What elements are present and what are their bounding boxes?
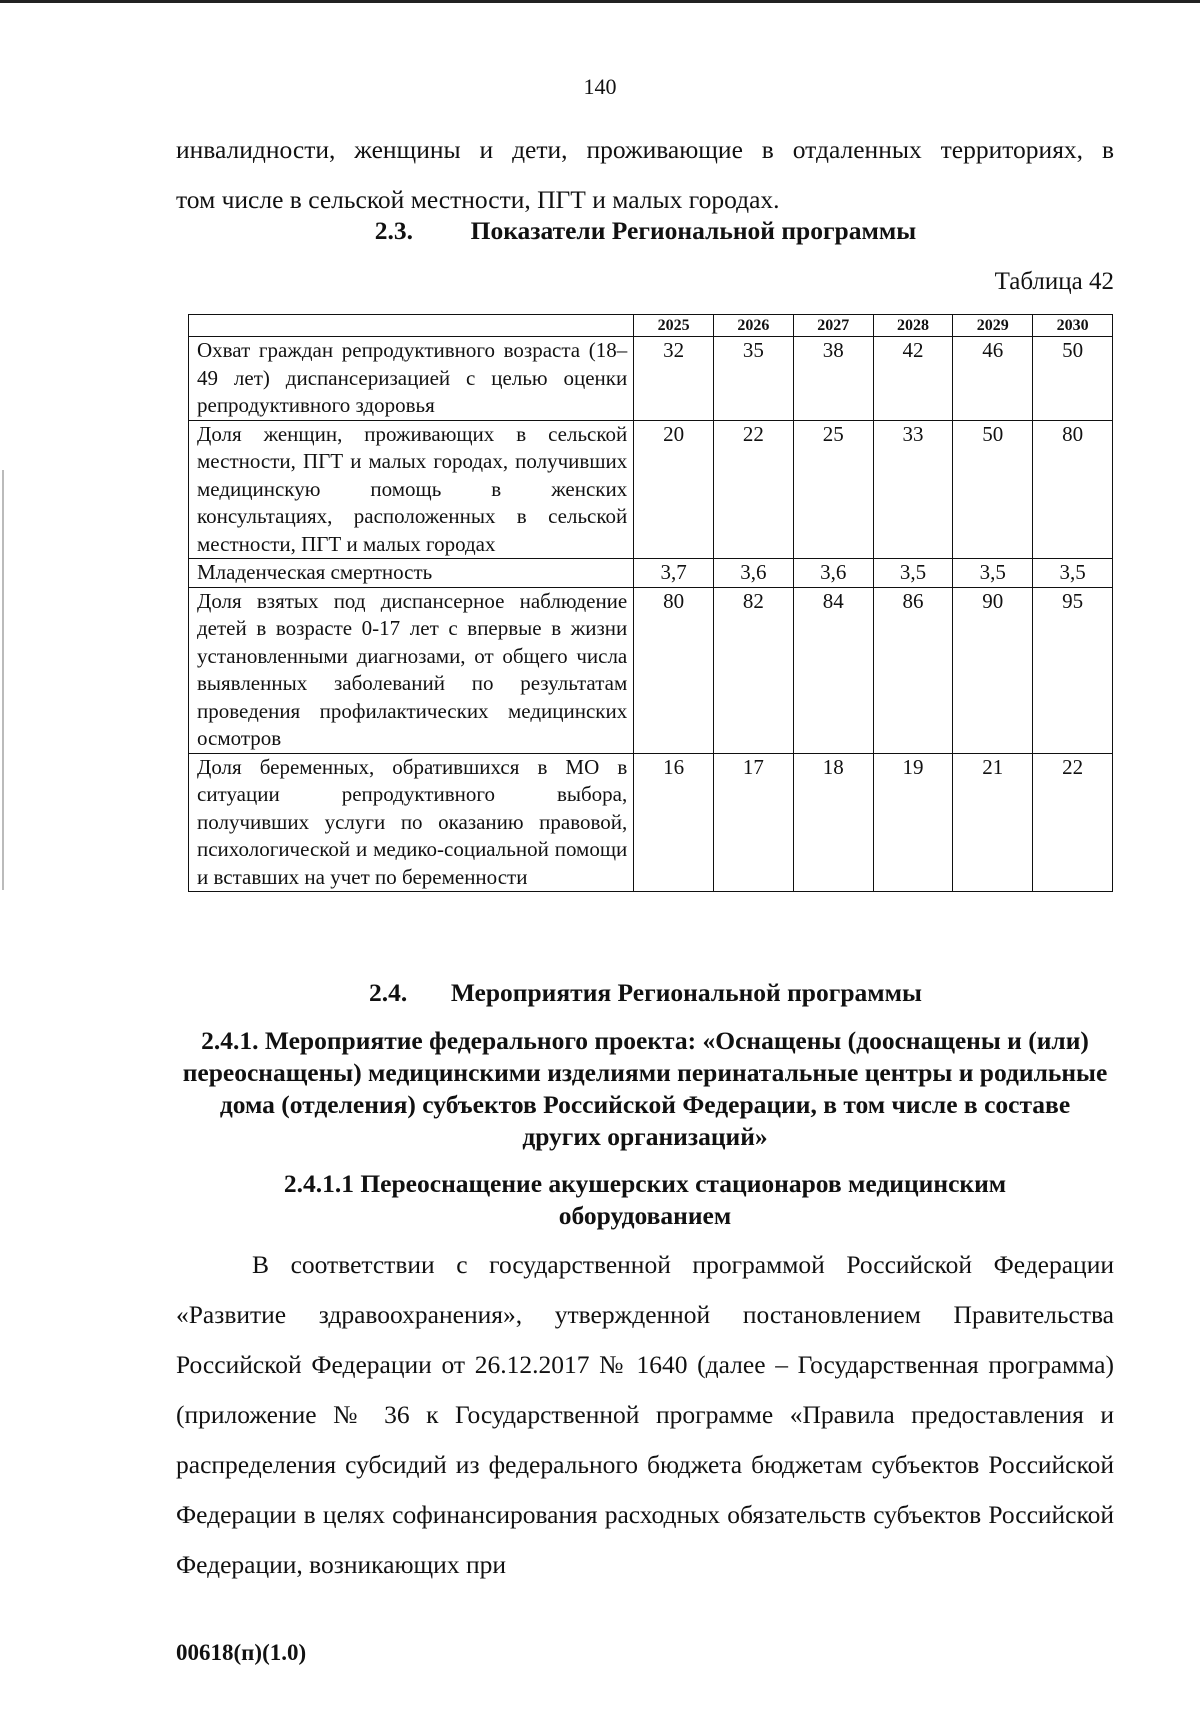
header-year: 2026 <box>714 315 794 337</box>
indicator-name: Доля беременных, обратившихся в МО в ситуации репродуктивного выбора, получивших услуги по оказанию правовой, психологической и медико-социальной помощи и вставших на учет по беременности <box>189 753 634 892</box>
indicator-value: 32 <box>634 337 714 421</box>
indicator-value: 38 <box>793 337 873 421</box>
indicator-value: 22 <box>714 420 794 559</box>
indicator-value: 95 <box>1033 587 1113 753</box>
indicator-name: Младенческая смертность <box>189 559 634 588</box>
section-2-4-1-1-heading: 2.4.1.1 Переоснащение акушерских стационаров медицинским оборудованием <box>283 1169 1007 1230</box>
indicator-value: 80 <box>1033 420 1113 559</box>
section-2-3-title: Показатели Региональной программы <box>470 216 917 245</box>
top-border-line <box>0 0 1200 3</box>
indicator-value: 16 <box>634 753 714 892</box>
intro-line-2: том числе в сельской местности, ПГТ и малых городах. <box>176 185 780 214</box>
indicator-name: Доля взятых под диспансерное наблюдение детей в возрасте 0-17 лет с впервые в жизни установленными диагнозами, от общего числа выявленных заболеваний по результатам проведения профилактических медицинских осмотров <box>189 587 634 753</box>
indicator-value: 90 <box>953 587 1033 753</box>
indicator-value: 18 <box>793 753 873 892</box>
table-row <box>189 753 1113 892</box>
scan-edge-mark <box>2 470 4 890</box>
section-2-3-number: 2.3. <box>374 216 413 245</box>
header-year: 2028 <box>873 315 953 337</box>
indicator-value: 22 <box>1033 753 1113 892</box>
indicator-value: 35 <box>714 337 794 421</box>
indicators-table <box>188 314 1113 892</box>
table-header-row <box>189 315 1113 337</box>
header-year: 2027 <box>793 315 873 337</box>
indicator-value: 3,7 <box>634 559 714 588</box>
section-2-4-number: 2.4. <box>368 978 408 1007</box>
indicator-value: 19 <box>873 753 953 892</box>
indicator-value: 50 <box>953 420 1033 559</box>
indicator-value: 3,6 <box>714 559 794 588</box>
indicator-value: 84 <box>793 587 873 753</box>
header-year: 2030 <box>1033 315 1113 337</box>
indicator-value: 3,5 <box>873 559 953 588</box>
indicator-value: 3,5 <box>953 559 1033 588</box>
indicator-value: 3,5 <box>1033 559 1113 588</box>
indicator-value: 82 <box>714 587 794 753</box>
indicator-value: 25 <box>793 420 873 559</box>
header-year: 2025 <box>634 315 714 337</box>
section-2-3-heading <box>176 215 1114 247</box>
indicator-value: 80 <box>634 587 714 753</box>
intro-line-1: инвалидности, женщины и дети, проживающие в отдаленных территориях, в <box>176 135 1114 164</box>
header-indicator-cell <box>189 315 634 337</box>
indicator-value: 21 <box>953 753 1033 892</box>
table-row <box>189 337 1113 421</box>
header-year: 2029 <box>953 315 1033 337</box>
page-number: 140 <box>583 74 617 99</box>
table-row <box>189 559 1113 588</box>
table-row <box>189 587 1113 753</box>
table-row <box>189 420 1113 559</box>
indicator-value: 42 <box>873 337 953 421</box>
body-paragraph: В соответствии с государственной программой Российской Федерации «Развитие здравоохранения», утвержденной постановлением Правительства Российской Федерации от 26.12.2017 № 1640 (далее – Государственная программа) (приложение № 36 к Государственной программе «Правила предоставления и распределения субсидий из федерального бюджета бюджетам субъектов Российской Федерации в целях софинансирования расходных обязательств субъектов Российской Федерации, возникающих при <box>176 1250 1114 1579</box>
table-caption: Таблица 42 <box>994 268 1114 295</box>
indicator-name: Охват граждан репродуктивного возраста (18–49 лет) диспансеризацией с целью оценки репродуктивного здоровья <box>189 337 634 421</box>
indicator-value: 33 <box>873 420 953 559</box>
indicator-value: 50 <box>1033 337 1113 421</box>
document-code: 00618(п)(1.0) <box>176 1640 307 1665</box>
indicator-name: Доля женщин, проживающих в сельской местности, ПГТ и малых городах, получивших медицинскую помощь в женских консультациях, расположенных в сельской местности, ПГТ и малых городах <box>189 420 634 559</box>
section-2-4-heading <box>176 977 1114 1009</box>
indicator-value: 17 <box>714 753 794 892</box>
section-2-4-title: Мероприятия Региональной программы <box>450 978 922 1007</box>
indicator-value: 3,6 <box>793 559 873 588</box>
section-2-4-1-heading: 2.4.1. Мероприятие федерального проекта: «Оснащены (дооснащены и (или) переоснащены) медицинскими изделиями перинатальные центры и родильные дома (отделения) субъектов Российской Федерации, в том числе в составе других организаций» <box>182 1026 1108 1151</box>
indicator-value: 20 <box>634 420 714 559</box>
indicator-value: 86 <box>873 587 953 753</box>
indicator-value: 46 <box>953 337 1033 421</box>
